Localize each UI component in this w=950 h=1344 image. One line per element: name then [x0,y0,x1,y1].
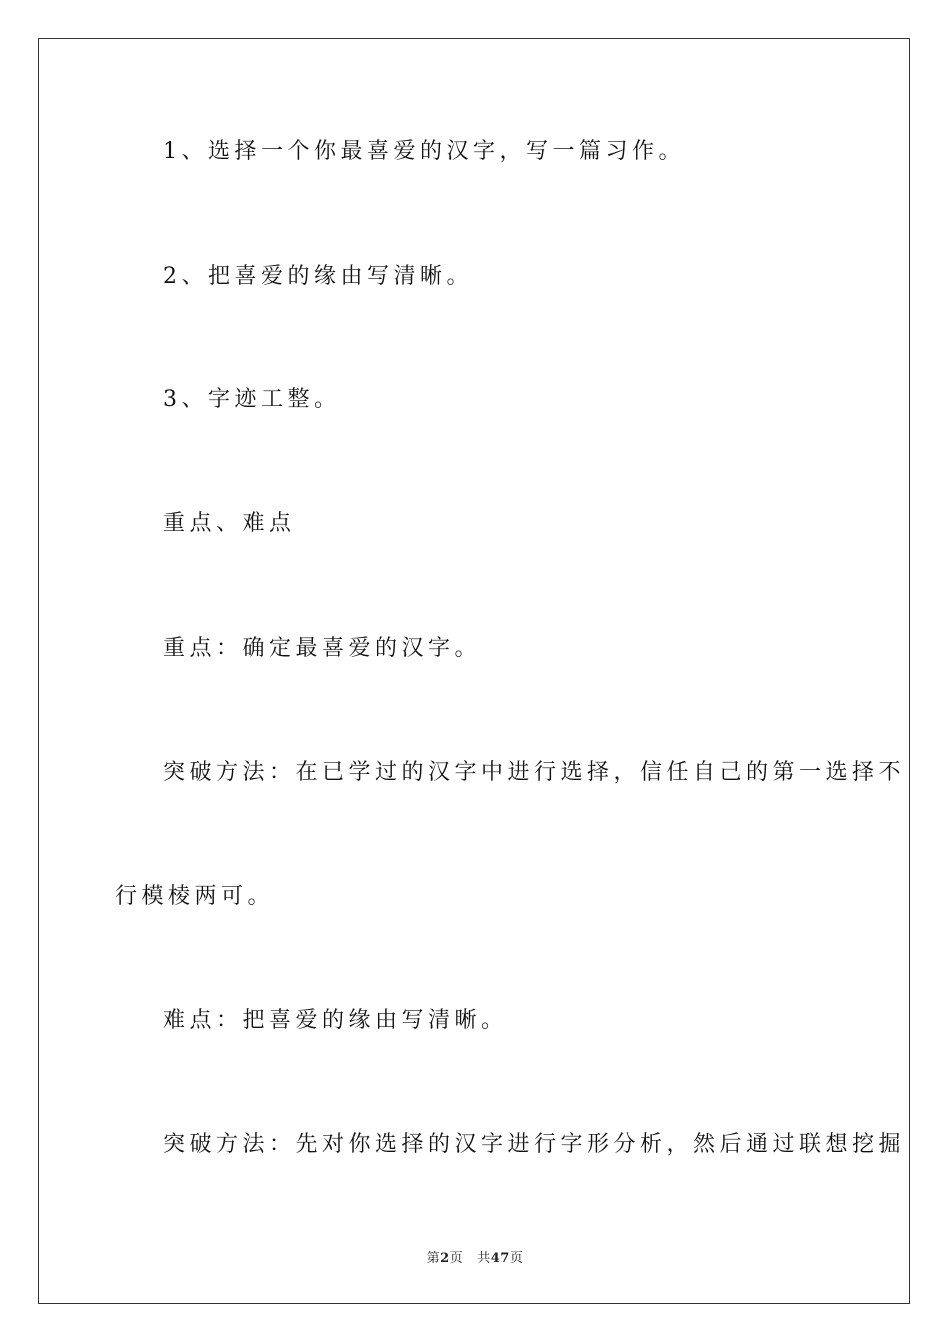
total-page-count: 47 [490,1251,510,1266]
total-suffix: 页 [509,1251,524,1266]
section-heading: 重点、难点 [163,511,296,536]
total-prefix: 共 [477,1251,491,1266]
key-point: 重点：确定最喜爱的汉字。 [163,636,482,661]
breakthrough-method-2: 突破方法：先对你选择的汉字进行字形分析，然后通过联想挖掘 [163,1132,906,1157]
requirement-3: 3、字迹工整。 [163,387,341,412]
page-suffix: 页 [449,1251,464,1266]
page-footer [0,1247,950,1266]
current-page-number: 2 [440,1251,450,1266]
page-frame [38,38,910,1304]
difficult-point: 难点：把喜爱的缘由写清晰。 [163,1008,508,1033]
breakthrough-method-1: 突破方法：在已学过的汉字中进行选择，信任自己的第一选择不 [163,760,906,785]
page-prefix: 第 [426,1251,441,1266]
requirement-1: 1、选择一个你最喜爱的汉字，写一篇习作。 [163,139,685,164]
breakthrough-method-1-continued: 行模棱两可。 [115,884,275,909]
requirement-2: 2、把喜爱的缘由写清晰。 [163,264,473,289]
